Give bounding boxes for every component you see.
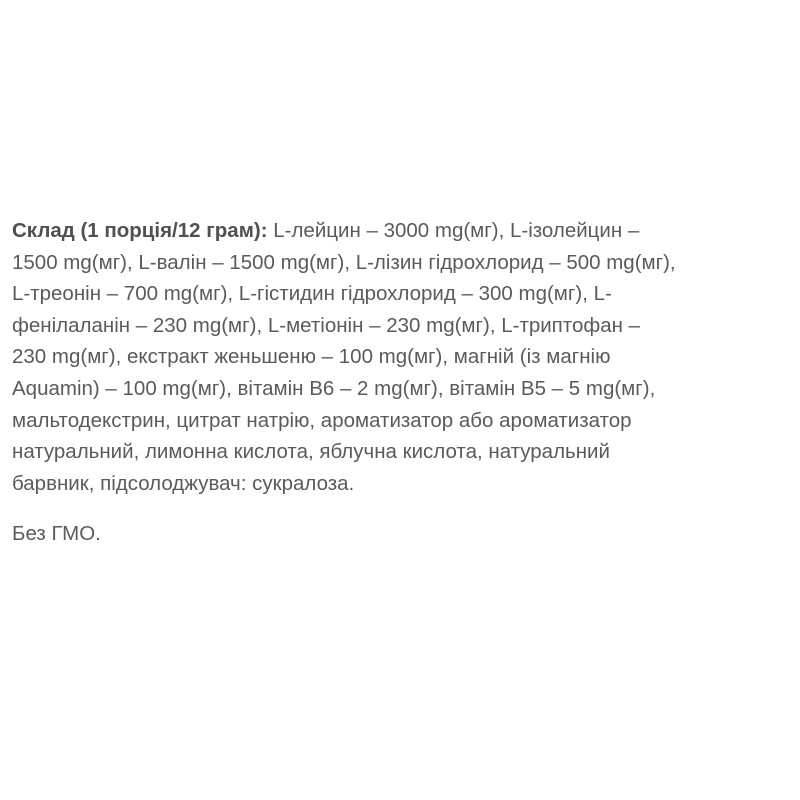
composition-line: барвник, підсолоджувач: сукралоза. xyxy=(12,471,355,495)
composition-label: Склад (1 порція/12 грам): xyxy=(12,219,268,242)
product-description xyxy=(12,215,792,550)
gmo-free-note: Без ГМО. xyxy=(12,522,101,546)
composition-line: натуральний, лимонна кислота, яблучна кислота, натуральний xyxy=(12,440,610,464)
composition-line: мальтодекстрин, цитрат натрію, ароматизатор або ароматизатор xyxy=(12,408,632,432)
composition-line: L-треонін – 700 mg(мг), L-гістидин гідрохлорид – 300 mg(мг), L- xyxy=(12,282,612,306)
composition-line: Aquamin) – 100 mg(мг), вітамін B6 – 2 mg(мг), вітамін B5 – 5 mg(мг), xyxy=(12,376,656,400)
composition-line: фенілаланін – 230 mg(мг), L-метіонін – 230 mg(мг), L-триптофан – xyxy=(12,313,641,337)
composition-line: L-лейцин – 3000 mg(мг), L-ізолейцин – xyxy=(267,219,640,242)
composition-paragraph xyxy=(12,215,792,499)
composition-line: 1500 mg(мг), L-валін – 1500 mg(мг), L-лізин гідрохлорид – 500 mg(мг), xyxy=(12,250,676,274)
composition-line: 230 mg(мг), екстракт женьшеню – 100 mg(мг), магній (із магнію xyxy=(12,345,611,369)
